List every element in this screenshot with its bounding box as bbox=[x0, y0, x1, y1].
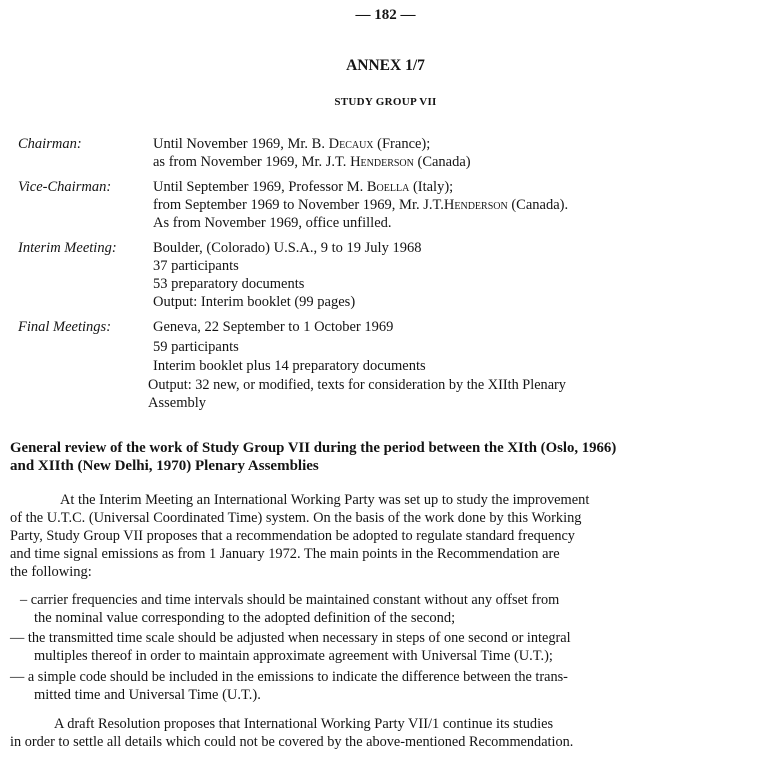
interim-meeting-line: 53 preparatory documents bbox=[153, 276, 305, 292]
bullet-item-line: — the transmitted time scale should be adjusted when necessary in steps of one second or integral bbox=[10, 630, 571, 646]
vice-chairman-line-1: Until September 1969, Professor M. Boella (Italy); bbox=[153, 179, 454, 195]
bullet-item-line: multiples thereof in order to maintain approximate agreement with Universal Time (U.T.); bbox=[34, 648, 553, 664]
chairman-label: Chairman: bbox=[18, 136, 82, 152]
study-group-title: STUDY GROUP VII bbox=[334, 96, 437, 108]
final-meetings-line: Output: 32 new, or modified, texts for consideration by the XIIth Plenary bbox=[148, 377, 566, 393]
paragraph-line: of the U.T.C. (Universal Coordinated Time) system. On the basis of the work done by this Working bbox=[10, 510, 582, 526]
interim-meeting-line: Output: Interim booklet (99 pages) bbox=[153, 294, 356, 310]
paragraph-line: At the Interim Meeting an International Working Party was set up to study the improvement bbox=[60, 492, 590, 508]
final-meetings-line: Interim booklet plus 14 preparatory documents bbox=[153, 358, 426, 374]
interim-meeting-label: Interim Meeting: bbox=[18, 240, 117, 256]
final-meetings-line: Geneva, 22 September to 1 October 1969 bbox=[153, 319, 394, 335]
vice-chairman-line-2: from September 1969 to November 1969, Mr. J.T.Henderson (Canada). bbox=[153, 197, 569, 213]
final-meetings-label: Final Meetings: bbox=[18, 319, 112, 335]
final-meetings-line: 59 participants bbox=[153, 339, 239, 355]
bullet-item-line: mitted time and Universal Time (U.T.). bbox=[34, 687, 261, 703]
chairman-line-1: Until November 1969, Mr. B. Decaux (France); bbox=[153, 136, 431, 152]
review-heading-line-1: General review of the work of Study Group VII during the period between the XIth (Oslo, 1966) bbox=[10, 440, 617, 456]
paragraph-line: and time signal emissions as from 1 January 1972. The main points in the Recommendation are bbox=[10, 546, 560, 562]
paragraph-line: A draft Resolution proposes that International Working Party VII/1 continue its studies bbox=[54, 716, 554, 732]
annex-title: ANNEX 1/7 bbox=[346, 57, 425, 74]
chairman-line-2: as from November 1969, Mr. J.T. Henderson (Canada) bbox=[153, 154, 471, 170]
bullet-item-line: – carrier frequencies and time intervals should be maintained constant without any offset from bbox=[20, 592, 560, 608]
review-heading-line-2: and XIIth (New Delhi, 1970) Plenary Assemblies bbox=[10, 458, 319, 474]
paragraph-line: the following: bbox=[10, 564, 92, 580]
paragraph-line: Party, Study Group VII proposes that a recommendation be adopted to regulate standard frequency bbox=[10, 528, 575, 544]
bullet-item-line: — a simple code should be included in the emissions to indicate the difference between the trans- bbox=[10, 669, 568, 685]
final-meetings-line: Assembly bbox=[148, 395, 206, 411]
paragraph-line: in order to settle all details which could not be covered by the above-mentioned Recommendation. bbox=[10, 734, 574, 750]
interim-meeting-line: Boulder, (Colorado) U.S.A., 9 to 19 July 1968 bbox=[153, 240, 422, 256]
vice-chairman-line-3: As from November 1969, office unfilled. bbox=[153, 215, 392, 231]
interim-meeting-line: 37 participants bbox=[153, 258, 239, 274]
vice-chairman-label: Vice-Chairman: bbox=[18, 179, 112, 195]
bullet-item-line: the nominal value corresponding to the adopted definition of the second; bbox=[34, 610, 456, 626]
page-number: — 182 — bbox=[355, 7, 416, 23]
